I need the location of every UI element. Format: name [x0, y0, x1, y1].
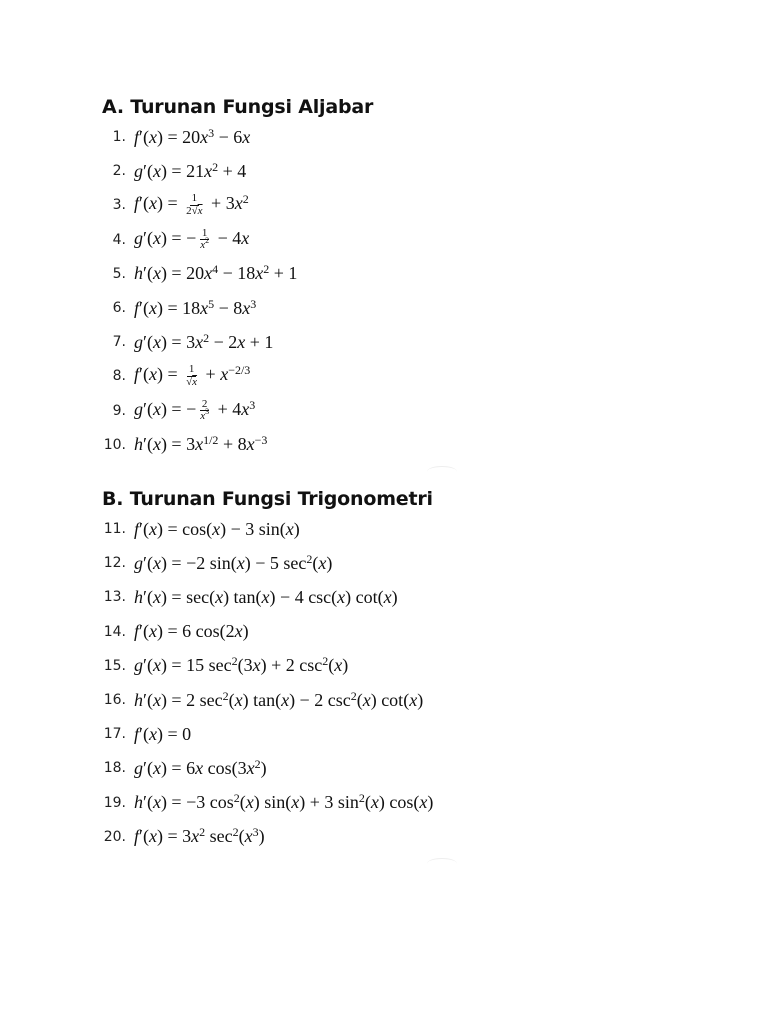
item-number: 6.	[112, 300, 126, 317]
item-number: 16.	[103, 692, 126, 709]
list-item	[102, 649, 433, 683]
section-algebra	[102, 94, 702, 462]
formula: $h'(x) = 3x^{1/2} + 8x^{-3}$	[134, 433, 268, 455]
list-item	[102, 786, 433, 820]
item-number: 4.	[112, 231, 126, 248]
formula: $f'(x) = 18x^5 - 8x^3$	[134, 296, 257, 318]
list-item	[102, 325, 702, 359]
item-number: 10.	[103, 436, 126, 453]
list-item	[102, 546, 433, 580]
item-number: 1.	[112, 129, 126, 146]
list-item	[102, 820, 433, 854]
formula: g′(x) = − $\frac{2}{x^3}$ + $4x^3$	[134, 397, 256, 423]
item-number: 20.	[103, 828, 126, 845]
item-number: 13.	[103, 589, 126, 606]
item-number: 19.	[103, 794, 126, 811]
item-number: 12.	[103, 555, 126, 572]
formula: f′(x) = 0	[134, 723, 192, 744]
answer-list	[102, 120, 702, 462]
item-number: 7.	[112, 334, 126, 351]
section-trigonometry	[102, 486, 433, 854]
formula: g′(x) = −2 sin(x) − 5 $\sec^2(x)$	[134, 551, 333, 573]
faint-mark	[427, 858, 457, 869]
list-item	[102, 428, 702, 462]
formula: g′(x) = 6x $\cos(3x^2)$	[134, 756, 267, 778]
list-item	[102, 717, 433, 751]
item-number: 15.	[103, 657, 126, 674]
list-item	[102, 223, 702, 257]
faint-mark	[427, 466, 457, 477]
document	[102, 94, 702, 847]
item-number: 14.	[103, 623, 126, 640]
list-item	[102, 394, 702, 428]
section-title: B. Turunan Fungsi Trigonometri	[102, 488, 433, 510]
item-number: 2.	[112, 163, 126, 180]
formula: g′(x) = − $\frac{1}{x^2}$ − 4x	[134, 226, 250, 252]
formula: h′(x) = 2 $\sec^2(x) \tan(x) - 2$ $\csc^2(x)$ cot(x)	[134, 688, 424, 710]
section-title: A. Turunan Fungsi Aljabar	[102, 96, 374, 118]
formula: $f'(x) = 20x^3 - 6x$	[134, 125, 251, 147]
formula: $f'(x) = 3x^2$ $\sec^2(x^3)$	[134, 825, 265, 847]
answer-list	[102, 512, 433, 854]
formula: $g'(x) = 3x^2 - 2x + 1$	[134, 330, 274, 352]
formula: $g'(x) = 21x^2 + 4$	[134, 159, 247, 181]
item-number: 8.	[112, 368, 126, 385]
item-number: 18.	[103, 760, 126, 777]
list-item	[102, 683, 433, 717]
list-item	[102, 188, 702, 222]
formula: f′(x) = $\frac{1}{√x}$ + $x^{-2/3}$	[134, 363, 251, 388]
list-item	[102, 751, 433, 785]
item-number: 17.	[103, 726, 126, 743]
list-item	[102, 359, 702, 393]
list-item	[102, 291, 702, 325]
item-number: 9.	[112, 402, 126, 419]
formula: $h'(x) = 20x^4 - 18x^2 + 1$	[134, 262, 298, 284]
formula: h′(x) = sec(x) tan(x) − 4 csc(x) cot(x)	[134, 586, 398, 607]
item-number: 3.	[112, 197, 126, 214]
formula: f′(x) = $\frac{1}{2√x}$ + $3x^2$	[134, 192, 249, 217]
list-item	[102, 580, 433, 614]
item-number: 11.	[103, 521, 126, 538]
list-item	[102, 512, 433, 546]
list-item	[102, 154, 702, 188]
formula: h′(x) = −3 $\cos^2(x) \sin(x) + 3$ $\sin^2(x)$ cos(x)	[134, 791, 434, 813]
formula: f′(x) = cos(x) − 3 sin(x)	[134, 518, 300, 539]
formula: f′(x) = 6 cos(2x)	[134, 621, 249, 642]
item-number: 5.	[112, 265, 126, 282]
formula: g′(x) = 15 $\sec^2(3x) + 2$ $\csc^2(x)$	[134, 654, 349, 676]
list-item	[102, 615, 433, 649]
list-item	[102, 120, 702, 154]
list-item	[102, 257, 702, 291]
